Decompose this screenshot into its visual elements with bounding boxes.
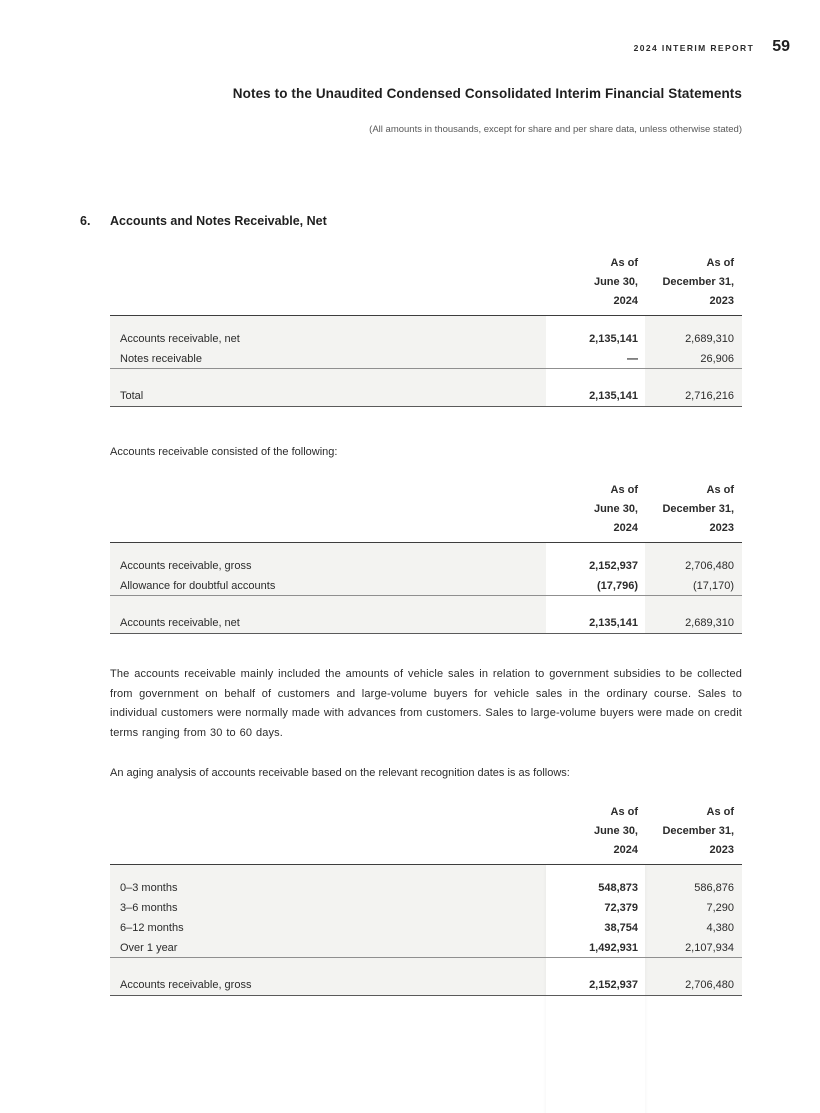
column-header-2023 xyxy=(638,254,734,311)
table-row-accounts-receivable-net xyxy=(110,329,742,349)
section-heading xyxy=(80,214,742,228)
value-2024: — xyxy=(627,352,638,365)
value-2024: 1,492,931 xyxy=(589,941,638,954)
table-body xyxy=(110,316,742,407)
table-spacer xyxy=(110,596,742,612)
row-label: Accounts receivable, net xyxy=(120,333,240,345)
table-row-accounts-receivable-gross xyxy=(110,556,742,576)
value-2023: 26,906 xyxy=(700,352,734,365)
value-2024: 548,873 xyxy=(598,882,638,894)
section-number: 6. xyxy=(80,214,91,228)
row-label: 6–12 months xyxy=(120,922,184,934)
row-label: Total xyxy=(120,389,144,402)
report-label: 2024 INTERIM REPORT xyxy=(633,43,755,53)
col2-header-line3: 2023 xyxy=(709,295,734,307)
col1-header-line1: As of xyxy=(610,806,638,818)
col1-header-line2: June 30, xyxy=(593,825,638,837)
value-2023: 4,380 xyxy=(706,922,734,934)
value-2024: 72,379 xyxy=(604,902,638,914)
value-2024: 2,152,937 xyxy=(589,560,638,572)
value-2023: 2,689,310 xyxy=(685,333,734,345)
value-2024: 38,754 xyxy=(604,922,638,934)
row-label: 0–3 months xyxy=(120,882,178,894)
col2-header-line2: December 31, xyxy=(662,276,734,288)
row-label: Allowance for doubtful accounts xyxy=(120,579,276,592)
column-header-2024 xyxy=(546,254,638,311)
row-label: 3–6 months xyxy=(120,902,178,914)
value-2024: 2,135,141 xyxy=(589,389,638,402)
col1-header-line1: As of xyxy=(610,257,638,269)
value-2023: 7,290 xyxy=(706,902,734,914)
table-row-allowance-doubtful xyxy=(110,576,742,596)
column-header-2024 xyxy=(546,481,638,538)
column-header-2023 xyxy=(638,803,734,860)
value-2024: (17,796) xyxy=(597,579,638,592)
document-title: Notes to the Unaudited Condensed Consolidated Interim Financial Statements xyxy=(232,86,742,101)
col2-header-line1: As of xyxy=(706,257,734,269)
table-header xyxy=(110,803,742,865)
table-header xyxy=(110,254,742,316)
table-row-6-12-months xyxy=(110,918,742,938)
lead-text-aging: An aging analysis of accounts receivable based on the relevant recognition dates is as follows: xyxy=(110,767,570,779)
col1-header-line3: 2024 xyxy=(613,295,638,307)
col1-header-line3: 2024 xyxy=(613,844,638,856)
table-spacer xyxy=(110,369,742,385)
value-2023: 2,689,310 xyxy=(685,616,734,629)
value-2023: (17,170) xyxy=(693,579,734,592)
col2-header-line1: As of xyxy=(706,484,734,496)
table-row-total xyxy=(110,385,742,407)
document-subtitle: (All amounts in thousands, except for share and per share data, unless otherwise stated) xyxy=(369,124,742,135)
row-label: Notes receivable xyxy=(120,352,202,365)
table-aging-analysis xyxy=(110,803,742,996)
value-2023: 2,706,480 xyxy=(685,978,734,991)
col2-header-line2: December 31, xyxy=(662,825,734,837)
table-row-net-total xyxy=(110,612,742,634)
table-row-0-3-months xyxy=(110,878,742,898)
col1-header-line1: As of xyxy=(610,484,638,496)
row-label: Accounts receivable, gross xyxy=(120,978,252,991)
lead-text-consisted: Accounts receivable consisted of the following: xyxy=(110,446,338,458)
table-row-gross-total xyxy=(110,974,742,996)
table-spacer xyxy=(110,958,742,974)
table-header xyxy=(110,481,742,543)
table-accounts-receivable-composition xyxy=(110,481,742,634)
col2-header-line2: December 31, xyxy=(662,503,734,515)
table-row-3-6-months xyxy=(110,898,742,918)
explanatory-paragraph: The accounts receivable mainly included the amounts of vehicle sales in relation to government subsidies to be collected from government on behalf of customers and large-volume buyers for vehicle sales in the ordinary course. Sales to individual customers were normally made with advances from customers. Sales to large-volume buyers were made on credit terms ranging from 30 to 60 days. xyxy=(110,668,742,739)
header-spacer xyxy=(110,803,546,860)
value-2023: 586,876 xyxy=(694,882,734,894)
table-body xyxy=(110,543,742,634)
row-label: Accounts receivable, gross xyxy=(120,560,252,572)
value-2023: 2,716,216 xyxy=(685,389,734,402)
row-label: Accounts receivable, net xyxy=(120,616,240,629)
value-2024: 2,135,141 xyxy=(589,333,638,345)
column-header-2024 xyxy=(546,803,638,860)
col1-header-line3: 2024 xyxy=(613,522,638,534)
value-2024: 2,152,937 xyxy=(589,978,638,991)
value-2023: 2,107,934 xyxy=(685,941,734,954)
header-spacer xyxy=(110,254,546,311)
table-accounts-notes-receivable xyxy=(110,254,742,407)
table-body xyxy=(110,865,742,996)
value-2024: 2,135,141 xyxy=(589,616,638,629)
col2-header-line1: As of xyxy=(706,806,734,818)
section-title: Accounts and Notes Receivable, Net xyxy=(110,214,327,228)
page-number: 59 xyxy=(772,38,790,55)
table-row-over-1-year xyxy=(110,938,742,958)
value-2023: 2,706,480 xyxy=(685,560,734,572)
col1-header-line2: June 30, xyxy=(593,276,638,288)
col1-header-line2: June 30, xyxy=(593,503,638,515)
header-spacer xyxy=(110,481,546,538)
row-label: Over 1 year xyxy=(120,941,178,954)
col2-header-line3: 2023 xyxy=(709,844,734,856)
column-header-2023 xyxy=(638,481,734,538)
table-row-notes-receivable xyxy=(110,349,742,369)
col2-header-line3: 2023 xyxy=(709,522,734,534)
masthead xyxy=(634,38,790,56)
